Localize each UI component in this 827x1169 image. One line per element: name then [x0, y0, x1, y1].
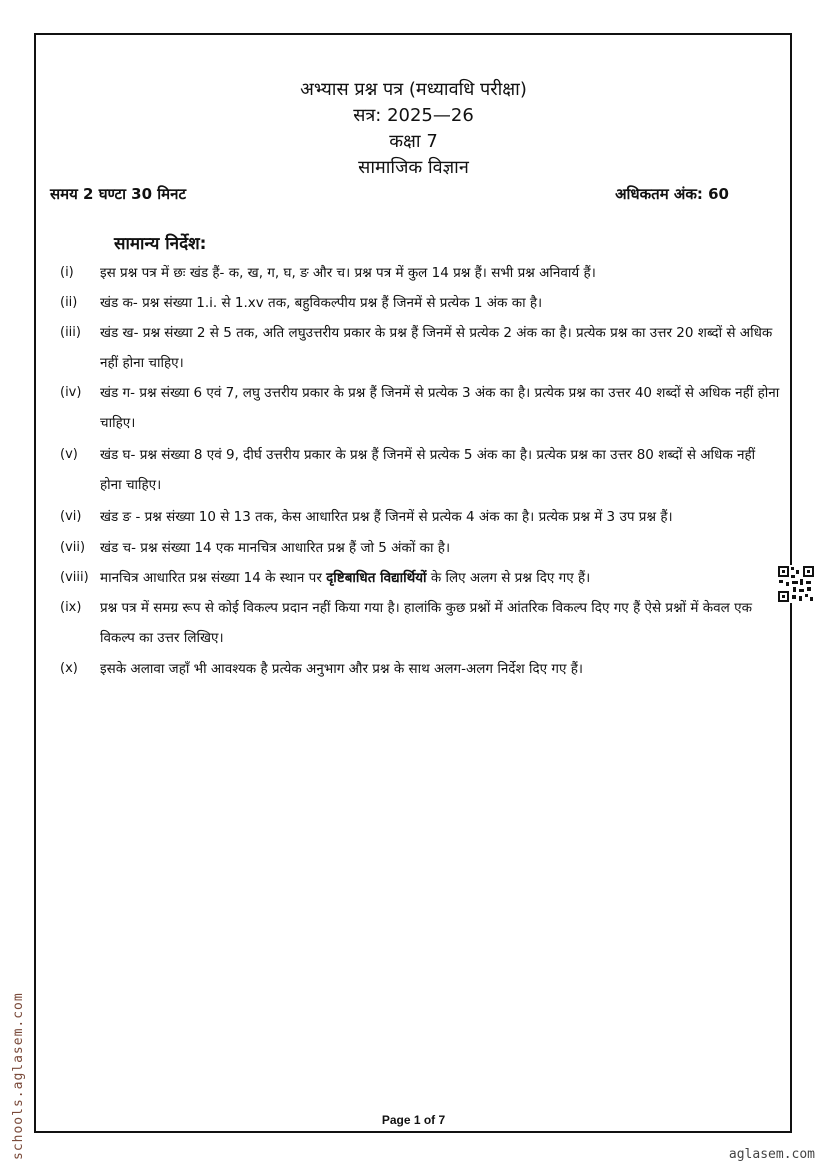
- instruction-number: (x): [60, 661, 78, 676]
- instruction-text-part: मानचित्र आधारित प्रश्न संख्या 14 के स्थान पर: [100, 570, 327, 586]
- instruction-text: खंड घ- प्रश्न संख्या 8 एवं 9, दीर्घ उत्तरीय प्रकार के प्रश्न हैं जिनमें से प्रत्येक 5 अंक का है। प्रत्येक प्रश्न का उत्तर 80 शब्दों से अधिक नहीं होना चाहिए।: [100, 447, 756, 493]
- instruction-text: खंड ङ - प्रश्न संख्या 10 से 13 तक, केस आधारित प्रश्न हैं जिनमें से प्रत्येक 4 अंक का है। प्रत्येक प्रश्न में 3 उप प्रश्न हैं।: [100, 509, 673, 525]
- instruction-item: [60, 593, 780, 653]
- instruction-item: [60, 318, 780, 378]
- class-label: कक्षा 7: [389, 131, 438, 152]
- instruction-number: (i): [60, 265, 74, 280]
- max-marks: अधिकतम अंक: 60: [615, 185, 729, 203]
- instruction-text-part: के लिए अलग से प्रश्न दिए गए हैं।: [426, 570, 591, 586]
- instruction-text: खंड क- प्रश्न संख्या 1.i. से 1.xv तक, बहुविकल्पीय प्रश्न हैं जिनमें से प्रत्येक 1 अंक का है।: [100, 295, 543, 311]
- bottom-watermark: aglasem.com: [728, 1147, 815, 1162]
- instruction-item: [60, 533, 780, 563]
- instruction-item: [60, 654, 780, 684]
- instruction-text: खंड च- प्रश्न संख्या 14 एक मानचित्र आधारित प्रश्न हैं जो 5 अंकों का है।: [100, 540, 451, 556]
- instruction-text: खंड ख- प्रश्न संख्या 2 से 5 तक, अति लघुउत्तरीय प्रकार के प्रश्न हैं जिनमें से प्रत्येक 2 अंक का है। प्रत्येक प्रश्न का उत्तर 20 शब्दों से अधिक नहीं होना चाहिए।: [100, 325, 773, 371]
- instruction-number: (iii): [60, 325, 81, 340]
- instruction-item: [60, 563, 780, 593]
- instruction-number: (iv): [60, 385, 82, 400]
- instruction-number: (vii): [60, 540, 86, 555]
- instruction-text: [100, 563, 780, 593]
- instruction-number: (ii): [60, 295, 78, 310]
- instruction-item: [60, 502, 780, 532]
- general-instructions-heading: सामान्य निर्देश:: [114, 234, 207, 254]
- time-allowed: समय 2 घण्टा 30 मिनट: [50, 185, 187, 203]
- session: सत्र: 2025—26: [353, 105, 474, 126]
- page-number: Page 1 of 7: [381, 1113, 446, 1127]
- instruction-text: खंड ग- प्रश्न संख्या 6 एवं 7, लघु उत्तरीय प्रकार के प्रश्न हैं जिनमें से प्रत्येक 3 अंक का है। प्रत्येक प्रश्न का उत्तर 40 शब्दों से अधिक नहीं होना चाहिए।: [100, 385, 780, 431]
- subject-label: सामाजिक विज्ञान: [358, 157, 469, 178]
- instruction-item: [60, 288, 780, 318]
- instruction-item: [60, 258, 780, 288]
- paper-title: अभ्यास प्रश्न पत्र (मध्यावधि परीक्षा): [300, 79, 527, 100]
- instruction-number: (viii): [60, 570, 89, 585]
- instruction-item: [60, 440, 780, 500]
- instruction-item: [60, 378, 780, 438]
- instruction-number: (v): [60, 447, 78, 462]
- qr-code: [777, 565, 815, 603]
- instruction-text: इसके अलावा जहाँ भी आवश्यक है प्रत्येक अनुभाग और प्रश्न के साथ अलग-अलग निर्देश दिए गए हैं।: [100, 661, 584, 677]
- instruction-number: (vi): [60, 509, 82, 524]
- highlighted-term: दृष्टिबाधित विद्यार्थियों: [326, 570, 427, 586]
- instruction-text: इस प्रश्न पत्र में छः खंड हैं- क, ख, ग, घ, ङ और च। प्रश्न पत्र में कुल 14 प्रश्न हैं। सभी प्रश्न अनिवार्य हैं।: [100, 265, 596, 281]
- instruction-number: (ix): [60, 600, 82, 615]
- side-watermark: schools.aglasem.com: [11, 992, 26, 1160]
- instruction-text: प्रश्न पत्र में समग्र रूप से कोई विकल्प प्रदान नहीं किया गया है। हालांकि कुछ प्रश्नों में आंतरिक विकल्प दिए गए हैं ऐसे प्रश्नों में केवल एक विकल्प का उत्तर लिखिए।: [100, 600, 752, 646]
